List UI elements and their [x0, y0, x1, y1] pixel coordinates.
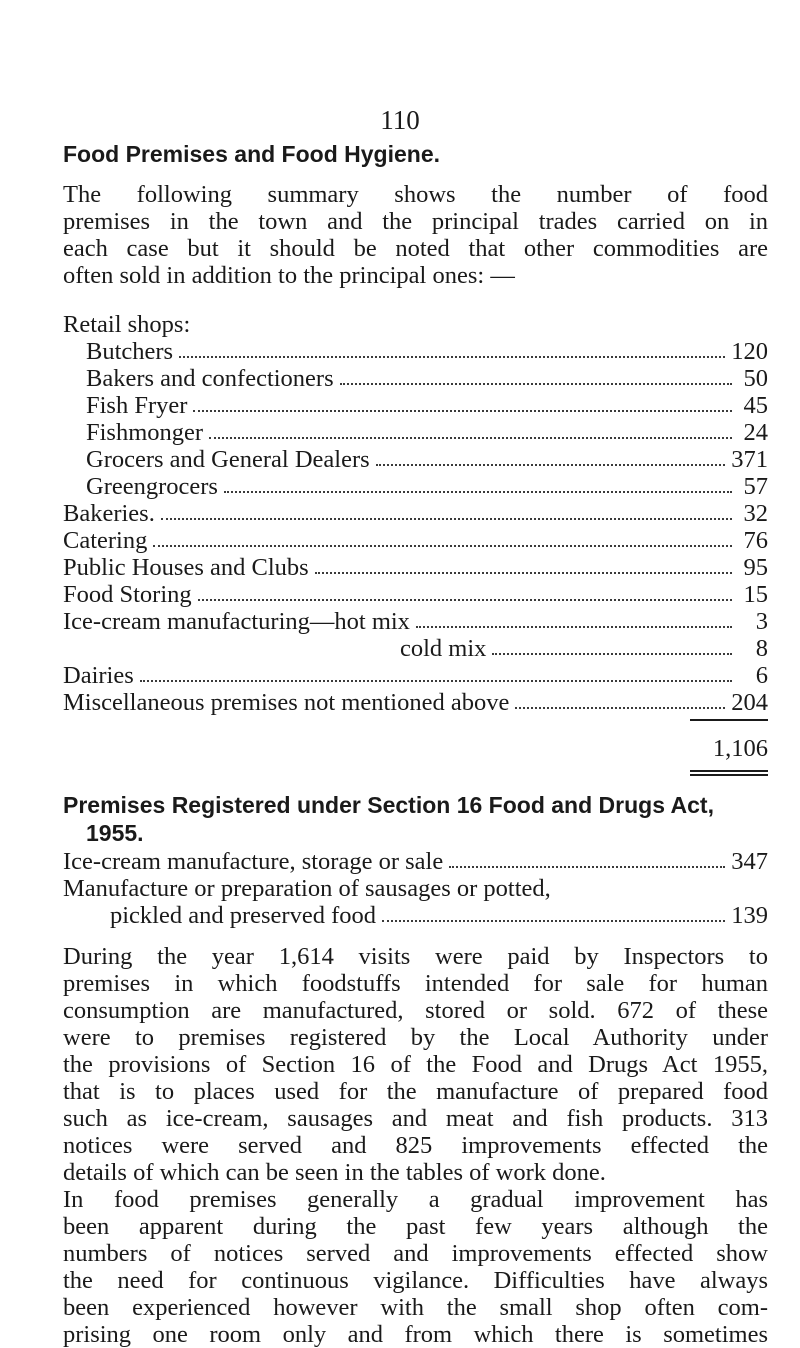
page-number: 110 — [380, 105, 420, 135]
item-value: 347 — [731, 848, 768, 875]
item-value: 15 — [743, 581, 768, 608]
item-value: 50 — [743, 365, 768, 392]
section-heading-food-premises: Food Premises and Food Hygiene. — [63, 141, 441, 167]
item-value: 6 — [755, 662, 768, 689]
item-label: cold mix — [400, 635, 487, 662]
item-value: 76 — [743, 527, 768, 554]
item-label: Fish Fryer — [86, 392, 188, 419]
leader-dots — [416, 626, 732, 628]
paragraph-line: numbers of notices served and improvements effected show — [63, 1240, 768, 1267]
leader-dots — [153, 545, 732, 547]
leader-dots — [198, 599, 732, 601]
item-label: Greengrocers — [86, 473, 218, 500]
item-label: Ice-cream manufacturing—hot mix — [63, 608, 410, 635]
list-item-ice-cream-registered — [63, 848, 768, 875]
paragraph-line: such as ice-cream, sausages and meat and fish products. 313 — [63, 1105, 768, 1132]
item-label: Food Storing — [63, 581, 192, 608]
leader-dots — [515, 707, 725, 709]
intro-line: often sold in addition to the principal ones: — — [63, 262, 515, 289]
leader-dots — [179, 356, 725, 358]
heading-line: Premises Registered under Section 16 Food and Drugs Act, — [63, 792, 714, 818]
total-double-rule-bottom — [690, 774, 768, 776]
list-item-ice-cream-cold-mix — [400, 635, 768, 662]
item-label: Butchers — [86, 338, 174, 365]
item-label: Bakeries. — [63, 500, 155, 527]
item-label: Miscellaneous premises not mentioned above — [63, 689, 510, 716]
item-value: 57 — [743, 473, 768, 500]
item-value: 139 — [731, 902, 768, 929]
list-item-catering — [63, 527, 768, 554]
retail-shops-label-text: Retail shops: — [63, 311, 191, 338]
item-label: Manufacture or preparation of sausages or potted, — [63, 875, 551, 902]
list-item-fish-fryer — [86, 392, 768, 419]
paragraph-line: the need for continuous vigilance. Difficulties have always — [63, 1267, 768, 1294]
item-label: Fishmonger — [86, 419, 204, 446]
total-double-rule-top — [690, 770, 768, 772]
paragraph-line: premises in which foodstuffs intended for sale for human — [63, 970, 768, 997]
leader-dots — [449, 866, 725, 868]
item-value: 24 — [743, 419, 768, 446]
paragraph-line: details of which can be seen in the tables of work done. — [63, 1159, 606, 1186]
intro-line: premises in the town and the principal trades carried on in — [63, 208, 768, 235]
list-item-sausages-line2 — [110, 902, 768, 929]
leader-dots — [376, 464, 726, 466]
item-label: Dairies — [63, 662, 134, 689]
intro-line: The following summary shows the number of food — [63, 181, 768, 208]
leader-dots — [209, 437, 732, 439]
list-item-greengrocers — [86, 473, 768, 500]
item-value: 8 — [755, 635, 768, 662]
leader-dots — [140, 680, 732, 682]
item-value: 3 — [755, 608, 768, 635]
section-heading-registered-premises — [63, 791, 783, 847]
list-item-food-storing — [63, 581, 768, 608]
list-item-fishmonger — [86, 419, 768, 446]
item-label: Grocers and General Dealers — [86, 446, 370, 473]
paragraph-line: been experienced however with the small shop often com- — [63, 1294, 768, 1321]
list-item-grocers — [86, 446, 768, 473]
item-label: pickled and preserved food — [110, 902, 376, 929]
item-value: 32 — [743, 500, 768, 527]
list-item-dairies — [63, 662, 768, 689]
leader-dots — [315, 572, 732, 574]
paragraph-line: that is to places used for the manufacture of prepared food — [63, 1078, 768, 1105]
item-label: Public Houses and Clubs — [63, 554, 309, 581]
list-item-butchers — [86, 338, 768, 365]
paragraph-line: consumption are manufactured, stored or sold. 672 of these — [63, 997, 768, 1024]
retail-shops-label — [63, 311, 190, 338]
heading-line: 1955. — [86, 820, 144, 846]
paragraph-improvement — [63, 1186, 768, 1348]
leader-dots — [193, 410, 732, 412]
paragraph-line: prising one room only and from which there is sometimes — [63, 1321, 768, 1348]
item-value: 120 — [731, 338, 768, 365]
list-item-public-houses — [63, 554, 768, 581]
list-item-bakers — [86, 365, 768, 392]
paragraph-visits — [63, 943, 768, 1186]
total-value — [690, 735, 768, 762]
leader-dots — [161, 518, 732, 520]
leader-dots — [382, 920, 725, 922]
leader-dots — [492, 653, 732, 655]
leader-dots — [340, 383, 732, 385]
item-value: 45 — [743, 392, 768, 419]
item-value: 371 — [731, 446, 768, 473]
item-value: 204 — [731, 689, 768, 716]
item-value: 95 — [743, 554, 768, 581]
paragraph-line: the provisions of Section 16 of the Food and Drugs Act 1955, — [63, 1051, 768, 1078]
paragraph-line: been apparent during the past few years although the — [63, 1213, 768, 1240]
list-item-ice-cream-hot-mix — [63, 608, 768, 635]
list-item-sausages-line1 — [63, 875, 768, 902]
item-label: Catering — [63, 527, 148, 554]
total-number: 1,106 — [712, 735, 768, 762]
paragraph-line: During the year 1,614 visits were paid by Inspectors to — [63, 943, 768, 970]
item-label: Ice-cream manufacture, storage or sale — [63, 848, 444, 875]
list-item-miscellaneous — [63, 689, 768, 716]
item-label: Bakers and confectioners — [86, 365, 334, 392]
leader-dots — [224, 491, 732, 493]
paragraph-line: were to premises registered by the Local Authority under — [63, 1024, 768, 1051]
intro-paragraph — [63, 181, 768, 289]
total-rule — [690, 719, 768, 721]
paragraph-line: notices were served and 825 improvements effected the — [63, 1132, 768, 1159]
intro-line: each case but it should be noted that other commodities are — [63, 235, 768, 262]
paragraph-line: In food premises generally a gradual improvement has — [63, 1186, 768, 1213]
list-item-bakeries — [63, 500, 768, 527]
